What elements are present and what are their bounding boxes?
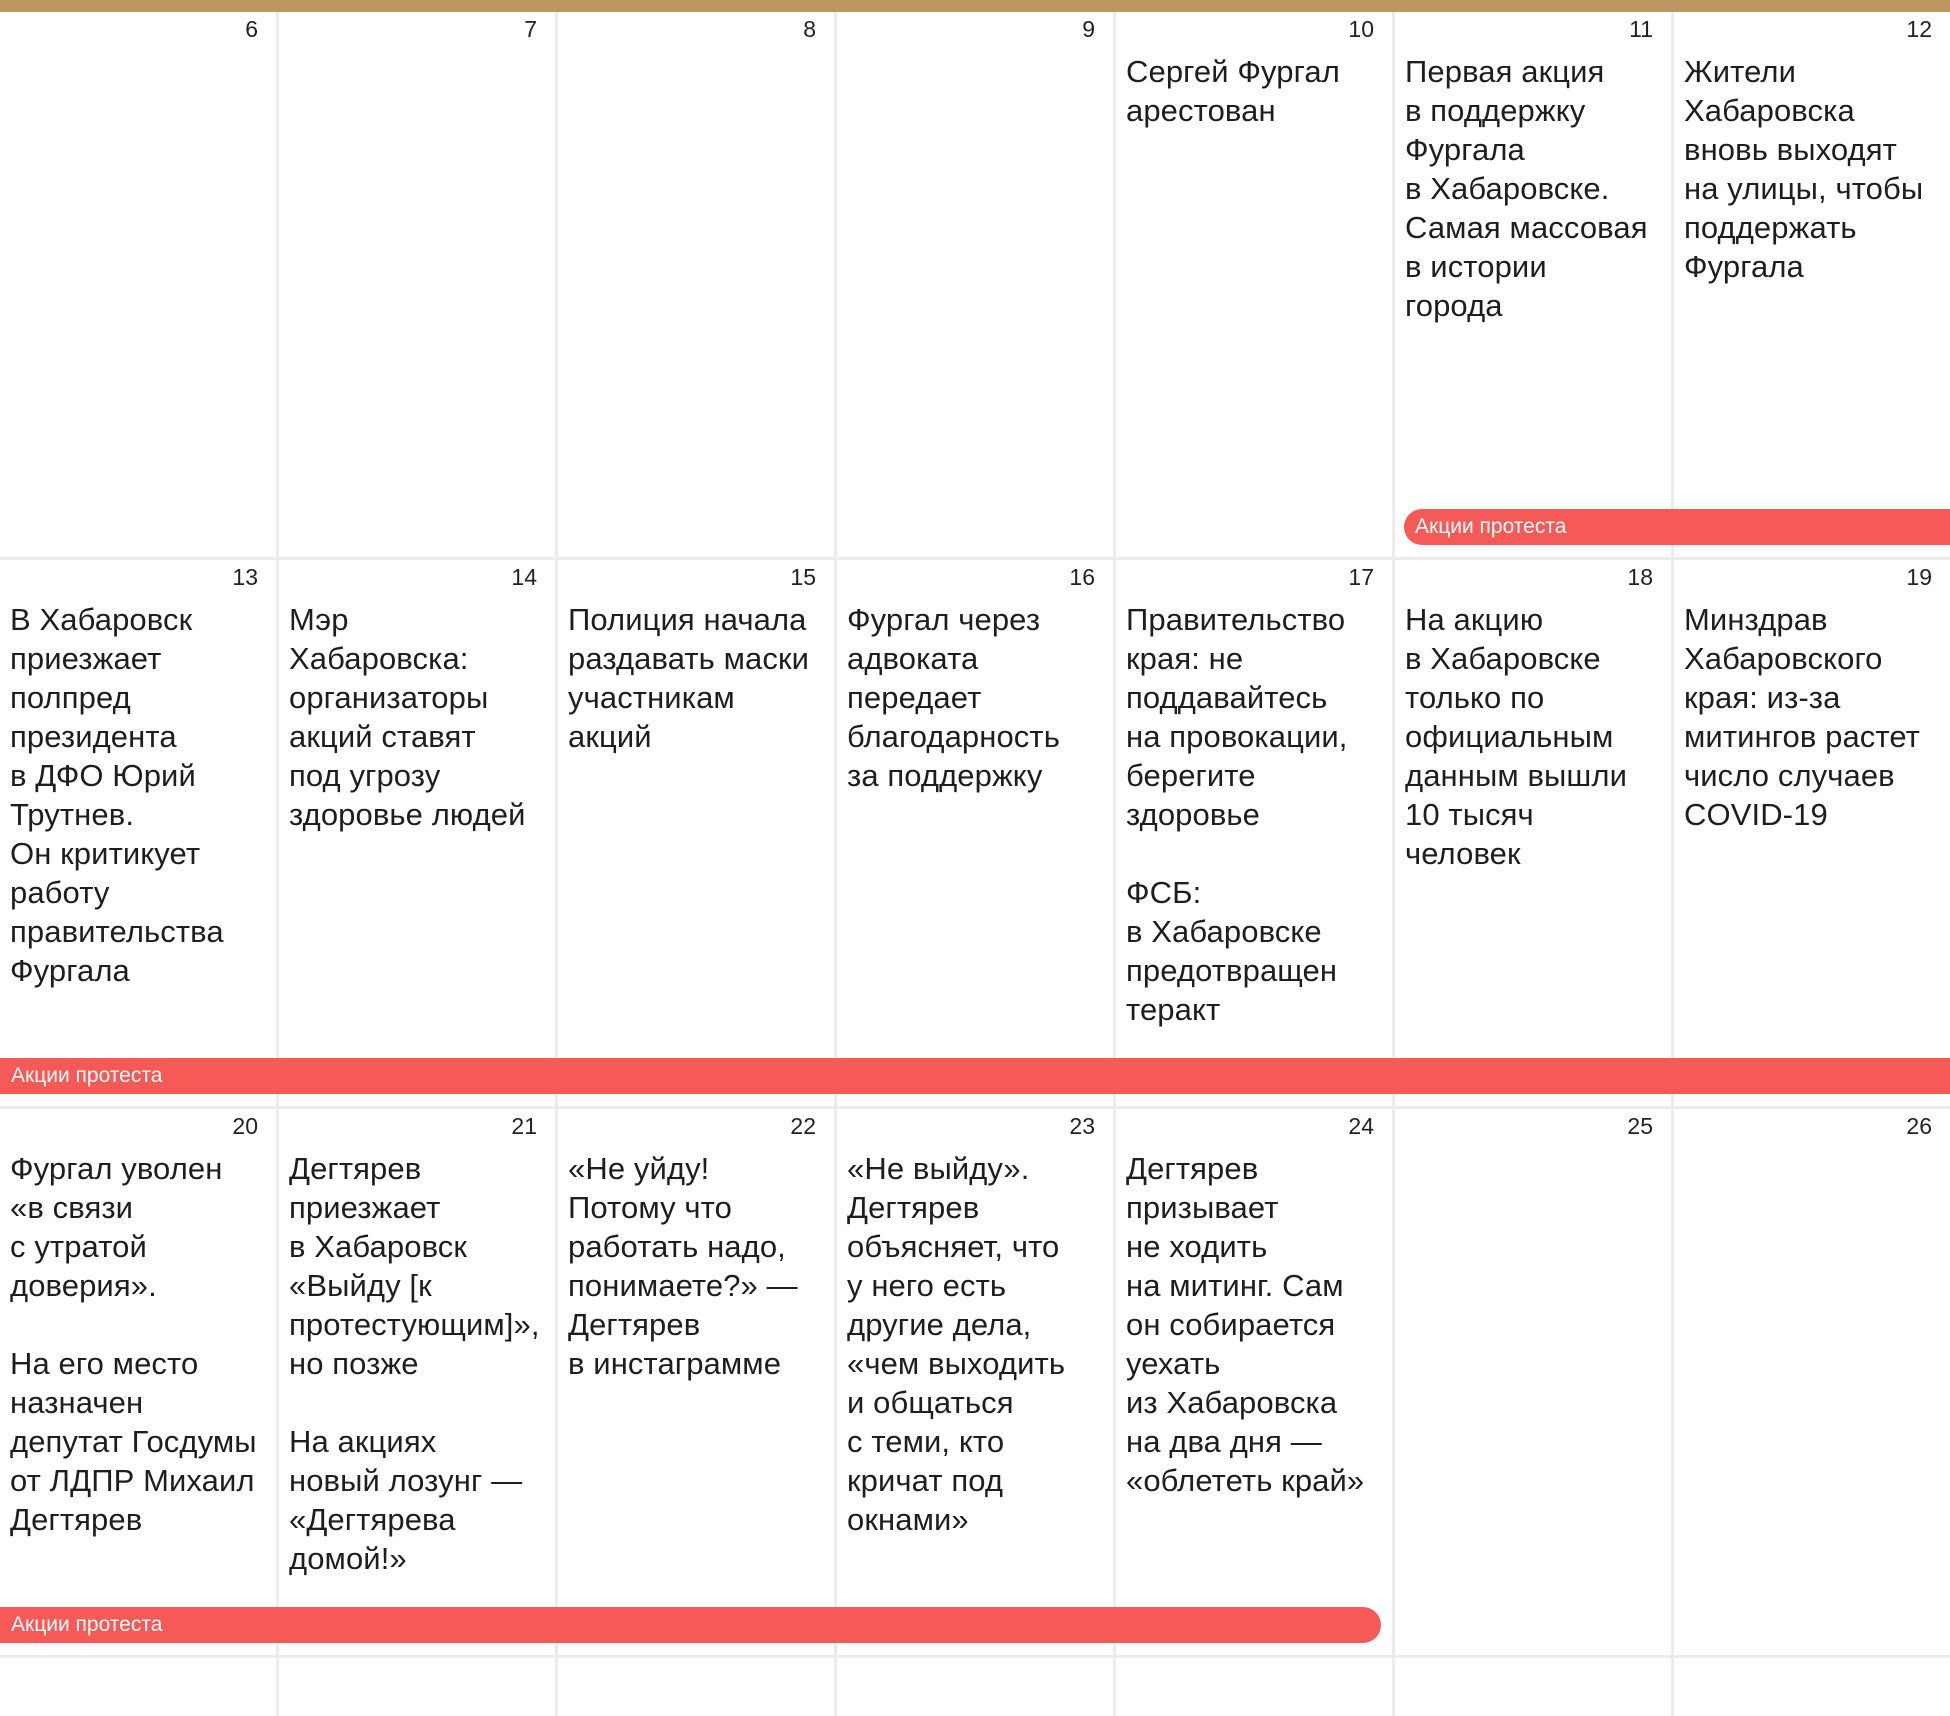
day-number: 17 bbox=[1348, 564, 1374, 590]
day-number: 13 bbox=[232, 564, 258, 590]
day-number: 19 bbox=[1906, 564, 1932, 590]
day-cell[interactable] bbox=[0, 560, 276, 1106]
day-cell[interactable] bbox=[279, 1109, 555, 1655]
day-cell[interactable] bbox=[1116, 1109, 1392, 1655]
event-text: На акцию в Хабаровске только по официальным данным вышли 10 тысяч человек bbox=[1405, 602, 1627, 871]
day-number: 20 bbox=[232, 1113, 258, 1139]
protest-bar[interactable]: Акции протеста bbox=[0, 1058, 1950, 1094]
day-number: 11 bbox=[1629, 16, 1653, 42]
day-number: 15 bbox=[790, 564, 816, 590]
day-cell[interactable] bbox=[0, 12, 276, 557]
day-cell[interactable] bbox=[1116, 12, 1392, 557]
event-text: «Не уйду! Потому что работать надо, понимаете?» — Дегтярев в инстаграмме bbox=[568, 1151, 798, 1381]
day-cell[interactable] bbox=[279, 560, 555, 1106]
protest-bar[interactable]: Акции протеста bbox=[1404, 509, 1950, 545]
event-text: Фургал уволен «в связи с утратой доверия». На его место назначен депутат Госдумы от ЛДПР Михаил Дегтярев bbox=[10, 1151, 257, 1537]
day-cell[interactable] bbox=[1674, 560, 1950, 1106]
day-number: 18 bbox=[1627, 564, 1653, 590]
day-cell[interactable] bbox=[558, 12, 834, 557]
day-number: 22 bbox=[790, 1113, 816, 1139]
event-text: Дегтярев призывает не ходить на митинг. Сам он собирается уехать из Хабаровска на два дня — «облететь край» bbox=[1126, 1151, 1365, 1498]
day-number: 7 bbox=[524, 16, 537, 42]
next-week-row bbox=[0, 1658, 1950, 1716]
day-number: 10 bbox=[1348, 16, 1374, 42]
day-number: 16 bbox=[1069, 564, 1095, 590]
event-text: Минздрав Хабаровского края: из-за митингов растет число случаев COVID-19 bbox=[1684, 602, 1920, 832]
day-cell[interactable] bbox=[1116, 560, 1392, 1106]
day-number: 24 bbox=[1348, 1113, 1374, 1139]
day-cell[interactable] bbox=[558, 560, 834, 1106]
day-number: 23 bbox=[1069, 1113, 1095, 1139]
day-cell[interactable] bbox=[837, 560, 1113, 1106]
event-text: Первая акция в поддержку Фургала в Хабаровске. Самая массовая в истории города bbox=[1405, 54, 1648, 323]
day-cell[interactable] bbox=[0, 1109, 276, 1655]
day-cell[interactable] bbox=[1395, 560, 1671, 1106]
day-cell[interactable] bbox=[1674, 1109, 1950, 1655]
day-cell[interactable] bbox=[279, 12, 555, 557]
day-number: 26 bbox=[1906, 1113, 1932, 1139]
day-number: 21 bbox=[511, 1113, 537, 1139]
protest-bar[interactable]: Акции протеста bbox=[0, 1607, 1381, 1643]
event-text: В Хабаровск приезжает полпред президента в ДФО Юрий Трутнев. Он критикует работу правительства Фургала bbox=[10, 602, 224, 988]
day-number: 25 bbox=[1627, 1113, 1653, 1139]
day-cell[interactable] bbox=[1395, 1109, 1671, 1655]
top-accent-bar bbox=[0, 0, 1950, 12]
day-cell[interactable] bbox=[558, 1109, 834, 1655]
day-cell[interactable] bbox=[1395, 12, 1671, 557]
event-text: Жители Хабаровска вновь выходят на улицы, чтобы поддержать Фургала bbox=[1684, 54, 1924, 284]
day-number: 6 bbox=[245, 16, 258, 42]
day-cell[interactable] bbox=[1674, 12, 1950, 557]
day-number: 8 bbox=[803, 16, 816, 42]
day-number: 9 bbox=[1082, 16, 1095, 42]
day-number: 14 bbox=[511, 564, 537, 590]
event-text: Полиция начала раздавать маски участникам акций bbox=[568, 602, 810, 754]
event-text: Правительство края: не поддавайтесь на провокации, берегите здоровье ФСБ: в Хабаровске предотвращен теракт bbox=[1126, 602, 1348, 1027]
day-number: 12 bbox=[1906, 16, 1932, 42]
event-text: Дегтярев приезжает в Хабаровск «Выйду [к протестующим]», но позже На акциях новый лозунг — «Дегтярева домой!» bbox=[289, 1151, 540, 1576]
day-cell[interactable] bbox=[837, 1109, 1113, 1655]
event-text: Мэр Хабаровска: организаторы акций ставят под угрозу здоровье людей bbox=[289, 602, 526, 832]
event-text: «Не выйду». Дегтярев объясняет, что у него есть другие дела, «чем выходить и общаться с теми, кто кричат под окнами» bbox=[847, 1151, 1066, 1537]
event-text: Сергей Фургал арестован bbox=[1126, 54, 1340, 128]
event-text: Фургал через адвоката передает благодарность за поддержку bbox=[847, 602, 1060, 793]
day-cell[interactable] bbox=[837, 12, 1113, 557]
